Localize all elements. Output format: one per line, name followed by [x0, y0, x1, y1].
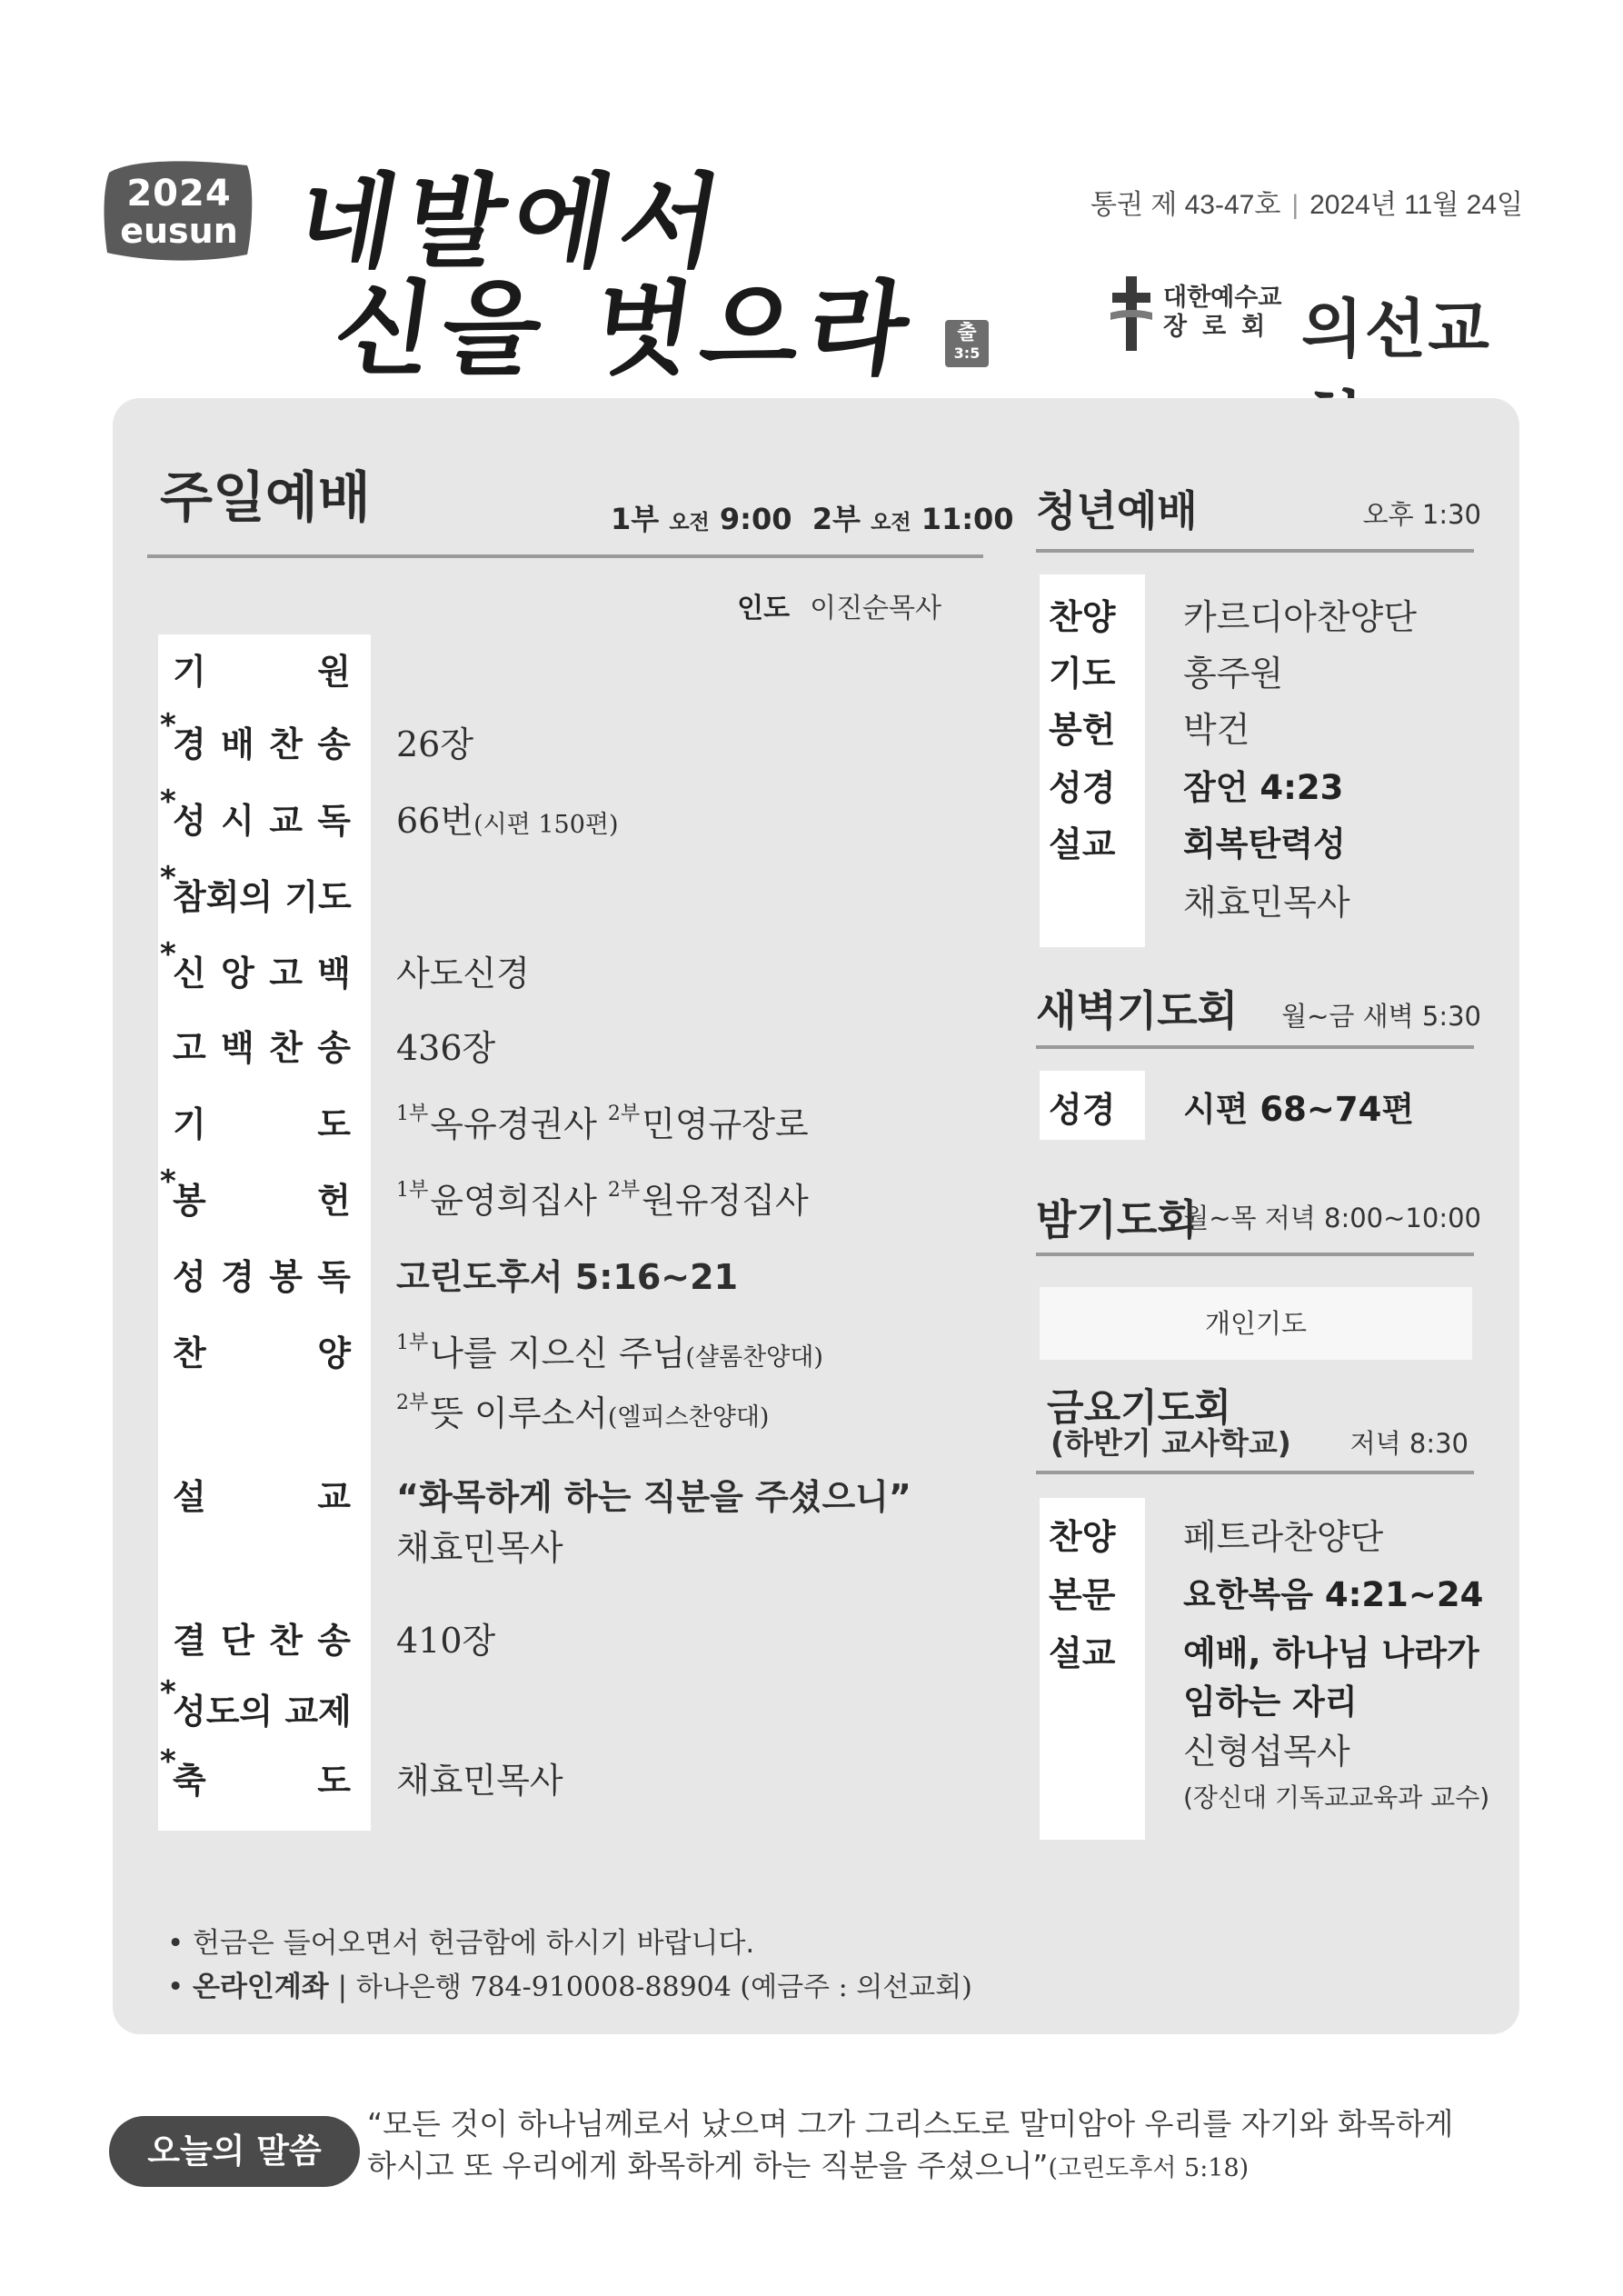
friday-prayer-time: 저녁 8:30: [1349, 1428, 1469, 1459]
prayer-value: $^{1부}$옥유경권사 $^{2부}$민영규장로: [396, 1103, 809, 1144]
logo-year: 2024: [126, 173, 232, 215]
leader-label: 인도: [737, 593, 791, 624]
logo-name: eusun: [120, 211, 238, 251]
worship-leader: [737, 585, 941, 625]
service2-time: 11:00: [921, 502, 1014, 536]
denomination-line-1: 대한예수교: [1163, 284, 1282, 312]
theme-reference-badge: [945, 320, 989, 367]
verse-line-2: 하시고 또 우리에게 화목하게 하는 직분을 주셨으니”(고린도후서 5:18): [367, 2148, 1250, 2183]
responsive-reading-value: 66번(시편 150편): [396, 801, 619, 841]
friday-prayer-title: 금요기도회: [1047, 1385, 1231, 1430]
sermon-preacher: 채효민목사: [396, 1528, 563, 1568]
bullet-icon: •: [167, 1927, 184, 1960]
benediction-value: 채효민목사: [396, 1761, 563, 1801]
fellowship-label: 성도의 교제: [173, 1692, 352, 1732]
service1-label: 1부: [611, 502, 660, 536]
theme-line-1: 네발에서: [287, 163, 739, 282]
scripture-reading-value: 고린도후서 5:16~21: [396, 1257, 739, 1297]
asterisk-mark: *: [160, 1674, 176, 1711]
verse-line-1: “모든 것이 하나님께로서 났으며 그가 그리스도로 말미암아 우리를 자기와 화목하게: [367, 2106, 1454, 2141]
sunday-worship-title: 주일예배: [160, 466, 371, 530]
service2-period: 오전: [871, 511, 911, 534]
confession-hymn-value: 436장: [396, 1028, 496, 1068]
order-label-char: 기: [173, 652, 206, 692]
issue-info: [1090, 182, 1523, 222]
sermon-title: “화목하게 하는 직분을 주셨으니”: [396, 1477, 911, 1517]
night-prayer-title: 밤기도회: [1036, 1195, 1198, 1244]
asterisk-mark: *: [160, 1163, 176, 1200]
asterisk-mark: *: [160, 784, 176, 820]
asterisk-mark: *: [160, 860, 176, 896]
church-logo: [1110, 275, 1528, 366]
offering-notice: • 헌금은 들어오면서 헌금함에 하시기 바랍니다.: [167, 1922, 972, 1965]
order-label-char: 원: [317, 652, 351, 692]
theme-ref-book: 출: [957, 322, 977, 344]
notices: [167, 1922, 972, 2010]
commitment-hymn-value: 410장: [396, 1621, 496, 1661]
offering-value: $^{1부}$윤영희집사 $^{2부}$원유정집사: [396, 1179, 809, 1221]
denomination-line-2: 장로회: [1163, 313, 1281, 341]
dawn-divider: [1036, 1045, 1474, 1049]
theme-calligraphy: [287, 141, 954, 389]
confession-prayer-label: 참회의 기도: [173, 877, 352, 917]
todays-verse: [367, 2103, 1453, 2190]
sunday-service-times: [611, 496, 1014, 538]
dawn-prayer-time: 월~금 새벽 5:30: [1281, 1001, 1481, 1032]
issue-date: 2024년 11월 24일: [1309, 190, 1523, 220]
theme-ref-verse: 3:5: [953, 344, 981, 362]
issue-number: 통권 제 43-47호: [1090, 190, 1281, 220]
eusun-2024-logo: [102, 156, 256, 265]
service2-label: 2부: [812, 502, 861, 536]
theme-line-2: 신을 벗으라: [326, 270, 925, 389]
night-prayer-time: 월~목 저녁 8:00~10:00: [1183, 1203, 1481, 1233]
youth-divider: [1036, 549, 1474, 553]
youth-worship-title: 청년예배: [1036, 486, 1198, 535]
youth-worship-time: 오후 1:30: [1362, 499, 1481, 530]
night-divider: [1036, 1253, 1474, 1256]
friday-divider: [1036, 1471, 1474, 1474]
service1-period: 오전: [669, 511, 710, 534]
anthem-second-service: $^{2부}$뜻 이루소서(엘피스찬양대): [396, 1392, 770, 1433]
sunday-divider: [147, 554, 983, 558]
creed-value: 사도신경: [396, 953, 530, 993]
bullet-icon: •: [167, 1971, 184, 2003]
verse-reference: (고린도후서 5:18): [1048, 2154, 1250, 2182]
anthem-first-service: $^{1부}$나를 지으신 주님(샬롬찬양대): [396, 1332, 823, 1373]
asterisk-mark: *: [160, 1743, 176, 1780]
online-account-notice: • 온라인계좌 | 하나은행 784-910008-88904 (예금주 : 의선교회): [167, 1965, 972, 2010]
denomination: [1163, 284, 1281, 342]
personal-prayer-box: 개인기도: [1040, 1287, 1472, 1360]
cross-icon: [1110, 276, 1152, 351]
church-name: 의선교: [1301, 291, 1491, 366]
opening-hymn-value: 26장: [396, 724, 474, 764]
todays-word-label: 오늘의 말씀: [109, 2116, 360, 2187]
leader-name: 이진순목사: [810, 593, 941, 624]
dawn-prayer-title: 새벽기도회: [1036, 986, 1239, 1035]
bulletin-panel: 주일예배 1부 오전 9:00 2부 오전 11:00 인도 이진순목사 기 원 * 경 배 찬 송 26장 * 성 시 교 독 66번(시편 150편) * 참회의 기도 * 신 앙 고 백 사도신경 고 백 찬 송 436장 기 도 $^{1부}$옥유경권사 $^{2부}$민영규장로 * 봉 헌 $^{1부}$윤영희집사 $^{2부}$원유정집사 성 경 봉 독 고린도후서 5:16~21 찬 양 $^{1부}$나를 지으신 주님(샬롬찬양대) $^{2부}$뜻 이루소서(엘피스찬양대) 설 교 “화목하게 하는 직분을 주셨으니” 채효민목사 결 단 찬 송 410장 * 성도의 교제 * 축 도 채효민목사 • 헌금은 들어오면서 헌금함에 하시기 바랍니다. • 온라인계좌 | 하나은행 784-910008-88904 (예금주 : 의선교회) 청년예배 오후 1:30 찬양 카르디아찬양단 기도 홍주원 봉헌 박건 성경 잠언 4:23 설교 회복탄력성 채효민목사 새벽기도회 월~금 새벽 5:30 성경 시편 68~74편 밤기도회 월~목 저녁 8:00~10:00 개인기도 금요기도회 (하반기 교사학교) 저녁 8:30 찬양 페트라찬양단 본문 요한복음 4:21~24 설교 예배, 하나님 나라가 임하는 자리 신형섭목사 (장신대 기독교교육과 교수): [113, 398, 1519, 2034]
asterisk-mark: *: [160, 936, 176, 973]
issue-separator: |: [1291, 190, 1299, 220]
asterisk-mark: *: [160, 707, 176, 744]
service1-time: 9:00: [719, 502, 792, 536]
friday-prayer-subtitle: (하반기 교사학교): [1050, 1425, 1291, 1461]
